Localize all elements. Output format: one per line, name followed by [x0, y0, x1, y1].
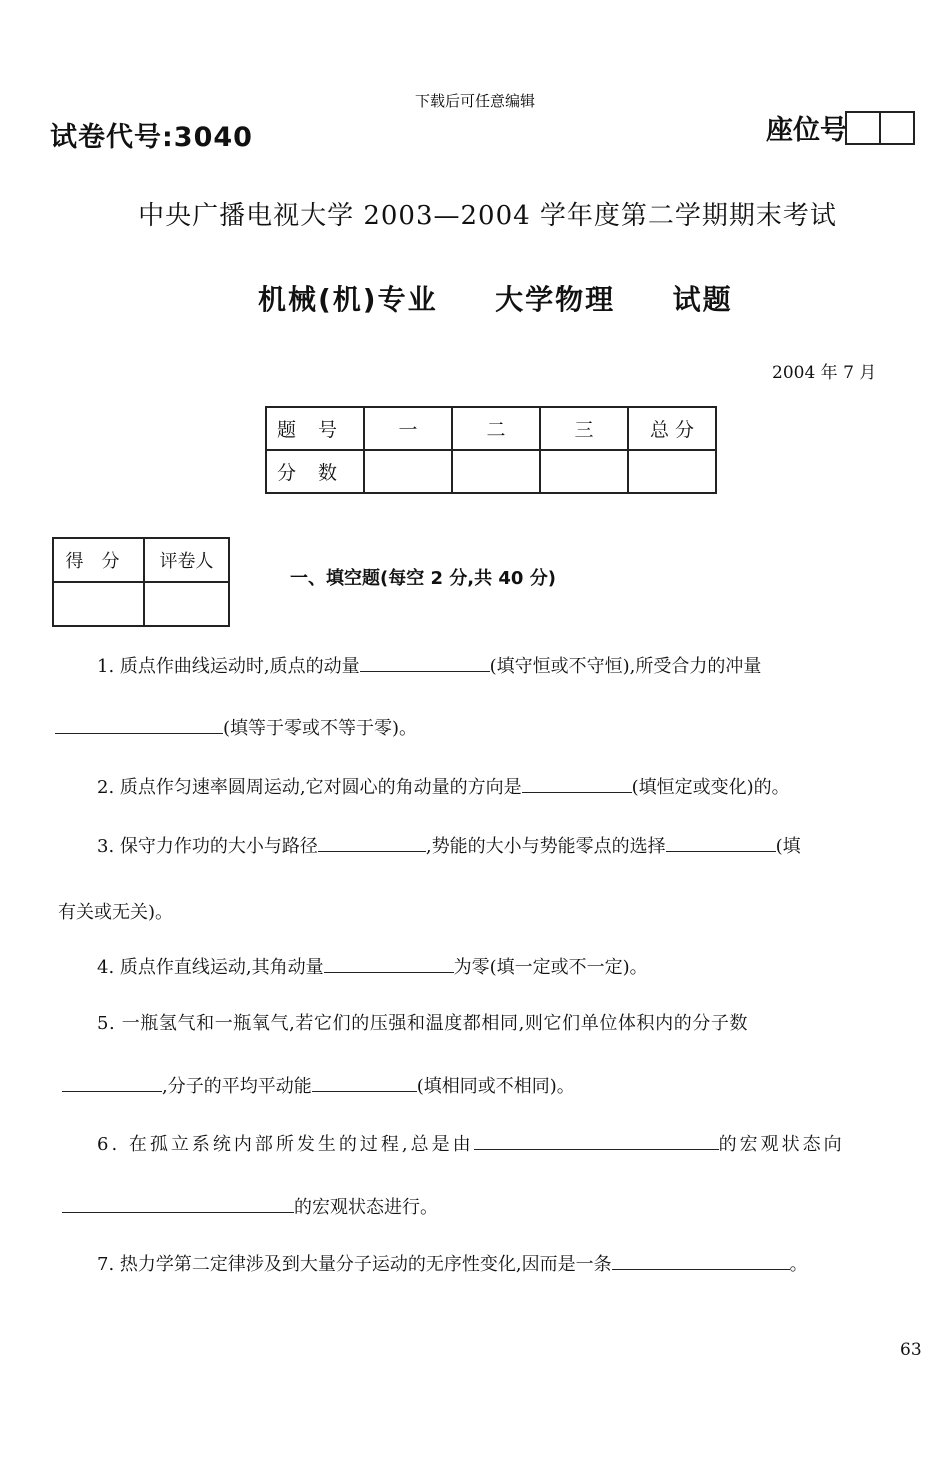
- score-entry-cell[interactable]: [364, 450, 452, 493]
- answer-blank[interactable]: [474, 1133, 719, 1150]
- exam-title: 中央广播电视大学 2003—2004 学年度第二学期期末考试: [138, 201, 837, 231]
- question-text: 6. 在孤立系统内部所发生的过程,总是由: [97, 1134, 474, 1155]
- question-text: 1. 质点作曲线运动时,质点的动量: [97, 656, 360, 677]
- question-4: [97, 953, 648, 979]
- question-5-line-1: [97, 1009, 748, 1035]
- grader-table-score-label: 得分: [53, 538, 144, 582]
- answer-blank[interactable]: [612, 1253, 790, 1270]
- question-2: [97, 773, 790, 799]
- score-table-score-row: [266, 450, 716, 493]
- question-text: 为零(填一定或不一定)。: [453, 957, 648, 978]
- answer-blank[interactable]: [666, 835, 776, 852]
- answer-blank[interactable]: [55, 717, 223, 734]
- question-text: 有关或无关)。: [58, 902, 174, 923]
- answer-blank[interactable]: [62, 1196, 294, 1213]
- score-table-cell: 总 分: [628, 407, 716, 450]
- question-text: ,分子的平均平动能: [162, 1076, 312, 1097]
- score-entry-cell[interactable]: [452, 450, 540, 493]
- answer-blank[interactable]: [318, 835, 426, 852]
- question-7: [97, 1250, 808, 1276]
- question-text: 。: [789, 1254, 808, 1275]
- question-3-line-1: [97, 832, 801, 858]
- page-number: 63: [900, 1340, 922, 1360]
- question-text: (填等于零或不等于零)。: [223, 718, 418, 739]
- question-1-line-1: [97, 652, 761, 678]
- paper-kind-label: 试题: [672, 283, 733, 316]
- score-table: [265, 406, 717, 494]
- answer-blank[interactable]: [312, 1075, 417, 1092]
- answer-blank[interactable]: [324, 956, 454, 973]
- question-text: 的宏观状态进行。: [294, 1197, 438, 1218]
- answer-blank[interactable]: [522, 776, 632, 793]
- score-table-cell: 一: [364, 407, 452, 450]
- section-heading: 一、填空题(每空 2 分,共 40 分): [290, 568, 556, 589]
- seat-label: 座位号: [766, 115, 847, 146]
- seat-box[interactable]: [879, 111, 915, 145]
- score-entry-cell[interactable]: [540, 450, 628, 493]
- seat-box[interactable]: [845, 111, 881, 145]
- major-label: 机械(机)专业: [258, 283, 438, 316]
- exam-date: 2004 年 7 月: [772, 363, 877, 383]
- question-text: ,势能的大小与势能零点的选择: [425, 836, 666, 857]
- watermark-text: 下载后可任意编辑: [414, 92, 535, 110]
- paper-code: 试卷代号:3040: [50, 122, 253, 153]
- question-1-line-2: [55, 714, 417, 740]
- question-text: (填守恒或不守恒),所受合力的冲量: [489, 656, 762, 677]
- question-text: 7. 热力学第二定律涉及到大量分子运动的无序性变化,因而是一条: [97, 1254, 612, 1275]
- question-text: (填恒定或变化)的。: [631, 777, 790, 798]
- question-5-line-2: [62, 1072, 575, 1098]
- course-label: 大学物理: [495, 283, 616, 316]
- score-table-header-row: [266, 407, 716, 450]
- question-text: 的宏观状态向: [718, 1134, 845, 1155]
- grader-name-entry[interactable]: [144, 582, 229, 626]
- question-text: 3. 保守力作功的大小与路径: [97, 836, 318, 857]
- grader-score-entry[interactable]: [53, 582, 144, 626]
- score-table-cell: 题号: [266, 407, 364, 450]
- grader-table: [52, 537, 230, 627]
- seat-number: [766, 108, 915, 147]
- question-text: 2. 质点作匀速率圆周运动,它对圆心的角动量的方向是: [97, 777, 522, 798]
- question-text: 4. 质点作直线运动,其角动量: [97, 957, 324, 978]
- score-table-cell: 三: [540, 407, 628, 450]
- question-text: (填相同或不相同)。: [416, 1076, 575, 1097]
- answer-blank[interactable]: [360, 655, 490, 672]
- question-6-line-1: [97, 1130, 845, 1156]
- course-title: [258, 278, 733, 318]
- question-3-line-2: [58, 898, 173, 924]
- question-text: 5. 一瓶氢气和一瓶氧气,若它们的压强和温度都相同,则它们单位体积内的分子数: [97, 1013, 749, 1034]
- score-entry-cell[interactable]: [628, 450, 716, 493]
- score-table-cell: 分数: [266, 450, 364, 493]
- answer-blank[interactable]: [62, 1075, 162, 1092]
- question-6-line-2: [62, 1193, 438, 1219]
- grader-table-grader-label: 评卷人: [144, 538, 229, 582]
- question-text: (填: [775, 836, 801, 857]
- score-table-cell: 二: [452, 407, 540, 450]
